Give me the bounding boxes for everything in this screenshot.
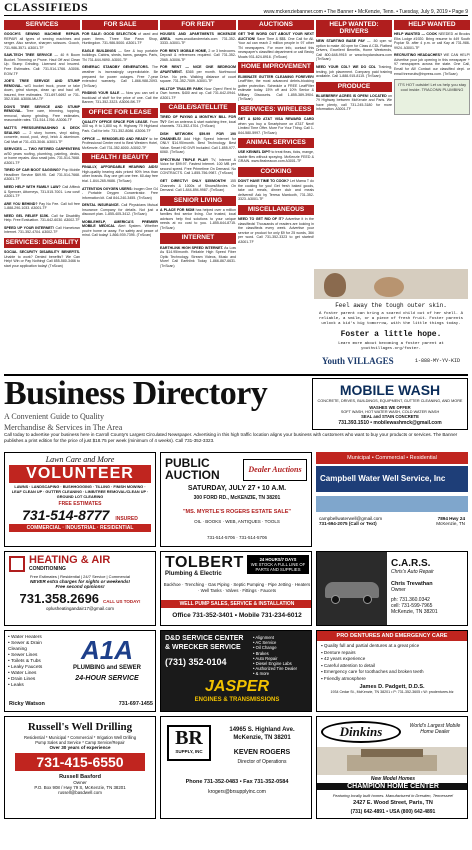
classified-ad [82,220,158,238]
cars-auto-ad [316,551,468,626]
volunteer-free: FREE ESTIMATES [58,501,102,507]
ad-headline: GENERAC STANDBY GENERATORS. [82,65,149,70]
pro-services [317,641,467,684]
classified-ad [238,32,314,59]
champion-banner: CHAMPION HOME CENTER [317,783,468,790]
ad-headline: SERVICES — TWO RETIRED CARPENTERS [4,147,80,152]
heating-free2: Free second opinions! [55,584,105,589]
car-image [317,552,387,626]
bullet-item: • Alignment [253,635,275,640]
russell-phone: 731-415-6550 [15,753,145,771]
ad-text: From 400 sq. ft to 1,800 sq. ft. Highway 79 Highland Park. Call for info: 731-352-8086. A3006-TF [82,119,158,134]
br-supply-ad [160,716,312,819]
ad-headline: DISH NETWORK $59.99 FOR 190 CHANNELS! [160,132,236,141]
classified-ad [238,75,314,102]
classified-ad [82,49,158,63]
dd-phone: (731) 352-0104 [165,657,227,667]
ad-text: when you buy a Smartphone on AT&T Next! Limited Time Offer. More For Your Thing. Call 1-844-580-5997. (TnScan) [238,121,314,135]
classified-ad [394,53,470,76]
russell-services: Residential * Municipal * Commercial * Irrigation Well Drilling [23,735,137,740]
column-1 [4,19,80,372]
youth-villages-logo: Youth VILLAGES [322,356,394,366]
ad-text: 155 Channels & 1000s of Shows/Movies On Demand. Call 1-844-894-9987. (TnScan) [160,178,236,193]
ad-text: has helped over a million families find senior living. Our trusted, local advisors help find solutions to your unique needs at no cost to you. 1-855-644-8715. (TnScan) [160,207,236,230]
ad-text: NEEDED at Brooks Elks Lodge #1920. Bring resume to 449 South Poplar St. after 4 p.m. or call Kay at 731-986-9924. A3001-TF [394,32,470,50]
section-header: AUCTIONS [238,20,314,30]
business-directory [4,374,468,848]
ad-headline: NEED HELP WITH FAMILY LAW? [4,185,61,189]
classified-ad [238,179,314,202]
ad-headline: DENTAL INSURANCE. [82,203,120,208]
tolbert-well: WELL PUMP SALES, SERVICE & INSTALLATION [161,600,312,608]
classified-ad [394,32,470,50]
ad-headline: SAW-TECH TREE SERVICE [4,53,53,58]
page-header [4,2,468,16]
pro-title: PRO DENTURES AND EMERGENCY CARE [317,631,467,641]
foster-body: A foster parent can bring a scared child out of her shell. A reliable, a smile, or a piece of fresh fruit. Foster parents unlock a kid's big tomorrow, with the little things today. [318,312,464,326]
tolbert-name: TOLBERT [165,554,244,571]
dinkins-new: New Model Homes [370,776,416,782]
volunteer-phone: 731-514-8777 [22,507,110,523]
a1a-services [8,635,56,689]
volunteer-name: VOLUNTEER [9,465,151,483]
ad-text: www.woodlandrentals.com 731-352-3333. A3001-TF [160,36,236,46]
cars-addr: McKenzie, TN 38201 [391,609,438,615]
section-header: PRODUCE [316,82,392,92]
ad-text: As Low As $14.95/month. Reliable High Speed Fiber Optic Technology. Stream Videos, Music and More! Call Earthlink Today 1-866-867-6631. (TnScan) [160,245,236,268]
ad-headline: GET DIRECTV! ONLY $35/MONTH! [160,178,227,183]
ad-headline: JOE'S TREE SERVICE AND STUMP REMOVAL. [4,79,80,88]
ad-text: Advertise it in the classifieds! Thousands of readers are looking in the classifieds every week. Advertise your service or product for only $9 for 25 words, 36¢ per word. Call 731-352-3323 to get started! A3001-TF [238,216,314,244]
ad-headline: TIRED OF PAYING A MONTHLY BILL FOR TV? [160,115,236,124]
bullet-item: ▪ Emergency care for toothaches and broken teeth [321,669,424,674]
ad-headline: FINALLY, AFFORDABLE HEARING AIDS! [82,165,158,170]
mobile-wash-line: WASHES WE OFFER [369,405,411,410]
column-4 [238,19,314,372]
volunteer-insured: INSURED [115,516,138,522]
ad-headline: ELIMINATE GUTTER CLEANING FOREVER! [238,74,314,79]
ad-text: Call Physicians Mutual Insurance Company for details. Not just a discount plan. 1-855-405-3412. (TnScan) [82,203,158,217]
ad-headline: NEW STARTING BASE PAY [316,39,365,44]
russell-well-ad [4,716,156,819]
classified-ad [4,202,80,211]
section-header: SERVICES: DISABILITY [4,238,80,248]
bullet-item: • Oil Change [253,645,277,651]
bullet-item: ▪ 42 years experience [321,656,366,661]
ad-text: w/30 years roofing, plumbing, painting, decks, or home repairs. Also small jobs. 731-514-7668. A3001-TF [4,151,80,165]
classified-ad [316,39,392,62]
ad-text: High-quality hearing aids priced 90% less than other brands. Buy one get one free. 60-day free trial. 1-844-265-9686. (TnScan) [82,169,158,183]
ad-text: w/G bucket truck, prune or take down, grind stumps, clean up and haul off, insured, free estimates. 731-697-6692 or 731-352-5168. A3006-MU-TF [4,83,80,102]
column-2 [82,19,158,372]
classified-ad [4,168,80,182]
auction-dealer-logo: Dealer Auctions [243,459,307,481]
auction-title: PUBLIC AUCTION [165,456,220,482]
mobile-wash-name: MOBILE WASH [339,382,441,398]
classified-ad [160,49,236,63]
mobile-wash-ad [312,378,468,430]
ad-text: WE CAN HELP! Advertise your job opening in this newspaper + 97 newspapers across the state. One Call, Email for All! Contact our classified dept. or email tnrecruits@tnpress.com. (TnScan) [394,53,470,76]
heating-call: CALL US TODAY! [103,599,141,604]
cars-title: Owner [391,587,406,593]
auction-date: SATURDAY, JULY 27 • 10 A.M. [187,485,287,492]
section-header: SENIOR LIVING [160,196,236,206]
classified-ad [4,226,80,235]
ad-headline: EARTHLINK HIGH SPEED INTERNET. [160,245,224,250]
classified-ad [4,105,80,123]
classified-ad [4,214,80,223]
bullet-item: • Auto Repair [253,655,278,661]
tolbert-services: Backhoe · Trenching · Gas Piping · Septic Pumping · Pipe Jetting · Heaters · Well Tanks · Valves · Fittings · Faucets [163,582,311,593]
campbell-email: campbellwaterwell@gmail.com [319,516,383,521]
classified-ad [238,217,314,244]
section-header: MISCELLANEOUS [238,205,314,215]
volunteer-services: LAWNS · LANDSCAPING · BUSHHOGGING · TILLING · FINISH MOWING · LEAF CLEAN UP · GUTTER CLEANING · LIMB/TREE REMOVAL/CLEAN UP · GROUND LOT CLEARING [11,485,149,499]
masthead-line: www.mckenziebanner.com • The Banner • McKenzie, Tenn. • Tuesday, July 9, 2019 • Page 9 [263,9,468,15]
ad-headline: A PLACE FOR MOM [160,207,195,212]
promo-caption: IT'S HOT outside! Let us help you stay cool inside. TRACONN PLUMBING [397,82,467,93]
mobile-wash-types: SOFT WASH, HOT WATER WASH, COLD WATER WASH [340,410,440,414]
section-header: SERVICES [4,20,80,30]
ad-text: of used and pawn items. Three Star Pawn Shop, Huntingdon. 731-986-5000. A3001-TF [82,32,158,46]
campbell-name: Campbell Water Well Service, Inc [316,466,468,492]
ad-text: to be Professional Center next to Best Western Hotel, McKenzie. Call 731-352-6000. A3002-TF [82,136,158,150]
ad-headline: RECRUITING HEADACHES? [394,53,443,58]
directory-title-block [4,375,304,432]
ad-headline: MATT'S PRESSUREWASHING & DECK SEALING [4,125,80,135]
classified-ad [4,32,80,50]
bullet-item: ▪ Careful attention to detail [321,662,375,668]
ad-text: Call for Disability Help. Free Evaluation. 731-642-6030. A3002-TF [4,213,80,223]
cars-name: C.A.R.S. [391,558,431,569]
ad-text: TV, Internet & Voice for $99.97. Fastest Internet. 100 MB per second speed. Free Primetime On Demand. No CONTRACTS. Call 1-855-756-9987. (TnScan) [160,157,236,176]
ad-text: — Now you can sell a truckload of stuff for the price of one. Call the Banner, 731-352-3323. A3006-BK-TF [82,91,158,105]
ad-text: Call Affleck & Spencer, Attorneys, 731-515-7001. Low cost! A3001-TF [4,185,80,199]
br-contact: KEVEN ROGERS [233,749,291,756]
section-header: HELP WANTED: DRIVERS [316,20,392,37]
column-5 [316,19,392,247]
section-header: INTERNET [160,233,236,243]
water-graphic [316,496,468,512]
ad-text: Save Time & $$$. One Call for All. Your ad can reach 2 million people in 97 other TN newspapers. For more info, contact this newspaper's classified department or call Becky Moats 931-624-8916. (TnScan) [238,36,314,59]
bullet-item: • Toilets & Tubs [8,659,41,664]
ad-headline: NEED TO GET RID OF IT? [238,216,284,221]
ad-text: 2 or 3 bedrooms. Deposit & references required. Call 731-352-2565. A3006-TF [160,48,236,62]
tolbert-hours: 24 HOURS/7 DAYS [259,557,297,562]
ad-text: LeafFilter, the most advanced debris-blocking gutter protection. Schedule a FREE LeafFilter estimate today. 15% off and 10% Senior & Military Discounts. Call 1-855-389-3904. (TnScan) [238,79,314,102]
ad-text: Alert System. Whether you're home or away. For safety and peace of mind. Call today! 1-866-939-7395. (TnScan) [82,224,158,238]
dinkins-addr: 2427 E. Wood Street, Paris, TN [353,800,433,806]
a1a-logo: A1A [80,635,133,665]
russell-email: russell@basdwell.com [58,790,102,795]
classified-ad [4,250,80,268]
public-auction-ad [160,452,312,547]
ad-text: $365 per month. Northwood Drive. No pets. Walking distance of court square. 731-352-7009. A3001-TF [160,69,236,84]
section-header: HELP WANTED [394,20,470,30]
ad-headline: HELP WANTED — COOK [394,32,438,37]
ad-text: Pay No Fee. Call toll free 1-888-290-1033. A3001-TF [4,201,80,211]
directory-title: Business Directory [4,375,268,412]
heating-name: HEATING & AIR [29,554,111,566]
house-icon [9,556,25,572]
ad-text: — .50 cpm w/ option to make .60 cpm for Class A CDL Flatbed Drivers, Excellent Benefits, Home Weekends, Call 800-648-9915 or www.boydandsons.com (TnScan) [316,39,392,62]
ad-headline: HOUSES AND APARTMENTS MCKENZIE AREA. [160,32,236,41]
bullet-item: • AC Service [253,640,277,646]
ad-headline: FOR RENT: MOBILE HOME, [160,48,208,53]
ad-headline: USE KENNEL DIP® [238,150,271,155]
classified-ad [82,187,158,201]
ad-headline: MOBILEHELP, AMERICA'S PREMIER MOBILE MEDICAL [82,219,158,229]
ad-headline: QUALITY OFFICE SPACE FOR LEASE. [82,119,149,124]
ad-headline: DON'T HAVE TIME TO COOK? [238,179,289,184]
dinkins-ad [316,716,468,819]
bullet-item: ▪ Friendly atmosphere [321,675,366,681]
dd-services [253,635,311,677]
directory-subtitle-2: Merchandise & Services in The Area [4,423,123,432]
russell-pump: Pump Sales and Service * Camp Service/Repair [35,740,125,745]
classified-ad [238,117,314,135]
russell-title: Owner [73,780,87,785]
ad-headline: DON'S TREE SERVICE AND STUMP REMOVAL. [4,104,80,114]
pro-dentures-ad [316,630,468,712]
bullet-item: • Authorized Tire Dealer [253,666,298,672]
bullet-item: • Diesel Engine Labs [253,661,292,667]
classified-ad [4,185,80,199]
a1a-sub: PLUMBING and SEWER [72,665,141,671]
auction-address: 300 FORD RD., McKENZIE, TN 38201 [193,495,281,501]
russell-years: Over 30 years of experience [49,745,111,750]
bullet-item: ▪ Quality full and partial dentures at a great price [321,643,420,648]
column-6 [394,19,470,247]
classifieds-area [4,19,468,372]
section-header: FOR RENT [160,20,236,30]
foster-care-ad [314,269,468,391]
campbell-top: Municipal • Commercial • Residential [316,452,468,464]
ad-headline: ATTENTION OXYGEN USERS: [82,186,133,191]
foster-cta: Foster a little hope. [340,330,442,339]
heating-services: Free Estimates | Residential | 24/7 Service | Commercial [29,574,131,579]
classified-ad [4,126,80,144]
section-header: SERVICES: WIRELESS [238,105,314,115]
campbell-water-well-ad [316,452,468,547]
dinkins-logo: Dinkins [321,721,401,743]
ad-text: Unable to work? Denied benefits? We Can Help! Win or Pay Nothing! Call 855-580-3466 to start your application today! (TnScan) [4,254,80,268]
ad-text: Tree care, trimming, topping, removal, stump grinding. Free estimates, reasonable rates. 731-514-1766. A3006-TF [4,109,80,123]
mobile-wash-phone: 731.393.1510 • mobilewashmck@gmail.com [338,420,442,426]
jasper-sub: ENGINES & TRANSMISSIONS [194,697,280,703]
cars-owner: Chris Trevathan [391,581,433,587]
classified-ad [160,246,236,269]
home-photo [317,747,468,775]
ad-text: Pop Mobile Headliner Service $69.95. Call 731-514-7668. A3001-TF [4,168,80,182]
mobile-wash-seal: SEAL and STAIN CONCRETE [361,414,419,419]
ad-text: The weather is increasingly unpredictable. Be prepared for power outages. Free 7-year extended warranty. Call 1-866-988-2093. (TnScan) [82,65,158,88]
campbell-phone: 731-694-2075 (Call or Text) [319,521,377,526]
classified-ad [160,208,236,231]
bullet-item: • Leaky Faucets [8,665,43,670]
ad-headline: EAGLE BUILDINGS [82,48,116,53]
mobile-wash-sub: CONCRETE, DRIVES, BUILDINGS, EQUIPMENT, GUTTER CLEANING, AND MORE [317,399,463,403]
classified-ad [82,120,158,134]
ad-headline: OFFICE — REMODELED AND READY [82,136,148,141]
classified-ad [82,203,158,217]
a1a-phone: 731-697-1455 [118,701,153,707]
heating-phone: 731.358.2696 [19,591,100,606]
dinkins-feature: Featuring locally built homes. Manufactured in Dresden, Tennessee! [332,793,454,798]
auction-sale-title: "MS. MYRTLE'S ROGERS ESTATE SALE" [182,509,292,515]
cars-cell: cell: 731-599-7965 [391,603,433,609]
dinkins-phones: (731) 642-4891 • USA (800) 642-4891 [350,809,436,815]
ad-headline: SPECTRUM TRIPLE PLAY! [160,157,209,162]
ad-text: — 2 story homes, vinyl siding, concrete, wood, pool, vinyl, brick & aluminum. Call Matt at 731-433-3046. A3001-TF [4,130,80,144]
bullet-item: • Sewer Lines [8,653,38,658]
section-header: HEALTH / BEAUTY [82,153,158,163]
dd-name: D&D SERVICE CENTER [165,635,244,642]
heating-air-ad [4,551,156,626]
russell-addr: P.O. Box 908 / Hwy 79 S, McKenzie, TN 38201 [34,785,126,790]
ad-headline: TIRED OF CAR BOOT SAGGING? [4,168,61,173]
a1a-plumbing-ad [4,630,156,712]
br-logo: BR SUPPLY, INC [167,725,211,761]
section-header: HOME IMPROVEMENT [238,62,314,72]
section-header: CABLE/SATELLITE [160,103,236,113]
section-header: OFFICE FOR LEASE [82,108,158,118]
pro-addr: 1934 Cedar St., McKenzie, TN 38201 • P: 731-352-3605 • W: prodentures.biz [330,690,454,694]
ad-text: Inogen One G4 - Portable Oxygen Concentrator. Free information kit. Call 844-240-3455. (TnScan) [82,186,158,200]
ad-text: Call Hometown Internet. 731-352-4704. A3002-TF [4,225,80,235]
ad-headline: FOR RENT — NICE ONE BEDROOM APARTMENT. [160,65,236,74]
ad-headline: GOOCH'S SEWING MACHINE REPAIR. [4,32,80,37]
pro-dentist: James D. Padgett, D.D.S. [359,684,425,690]
br-phone: Phone 731-352-0483 • Fax 731-352-0584 [185,779,289,785]
section-title: CLASSIFIEDS [4,0,89,14]
classified-ad [160,87,236,101]
br-title: Director of Operations [237,759,287,765]
dd-sub: & WRECKER SERVICE [165,644,241,651]
ad-text: — See & buy portable buildings. Cabins, sheds, barns, garages. Paris, TN 731-644-9890. A3001-TF [82,48,158,62]
classified-ad [4,53,80,76]
auction-items: OIL · BOOKS · WEB, ANTIQUES · TOOLS [194,519,280,524]
volunteer-top: Lawn Care and More [5,455,155,464]
section-header: FOR SALE [82,20,158,30]
campbell-addr: 7894 Hwy 24 [437,516,465,521]
heating-never: NEVER extra charges for nights or weekends! [29,579,131,584]
column-3 [160,19,236,372]
tolbert-stock: WE STOCK A FULL LINE OF PARTS AND SUPPLIES [250,562,306,572]
classified-ad [82,65,158,88]
volunteer-lawn-ad [4,452,156,547]
campbell-location: McKenzie, TN [436,521,465,526]
heating-sub: CONDITIONING [29,566,66,572]
ad-text: on 79 Highway between McKenzie and Paris. We have plenty, call 731-245-3180 for more information. A3001-TF [316,93,392,112]
ad-text: Now Open! Rent to Own homes. $400 and up. Call 731-642-0944. A3001-TF [160,86,236,100]
ad-headline: FOR SALE: GOOD SELECTION [82,32,137,37]
classified-ad [82,165,158,183]
ad-text: REPAIR all types of sewing machines and serger. Also service, sharpen scissors. Gooch, 731-986-3571. A3001-TF [4,36,80,50]
ad-headline: GET THE WORD OUT ABOUT YOUR NEXT AUCTION! [238,32,314,41]
ad-headline: SPEED UP YOUR INTERNET! [4,225,55,230]
ad-text: Training, testing, job placement. Company paid training available. Call 1-888-915-8115. (TnScan) [316,65,392,79]
classified-ad [316,65,392,79]
classified-ad [238,150,314,164]
directory-note: Call today to advertise your business here in Carroll County's Largest Circulated Newspaper. Advertising in this high traffic location aligns your business with customers who want to buy your products or services. The Banner publishes a print edition for the price of just $18.75 per week (minimum of 4 weeks). Call 731-352-3323. [4,432,458,443]
ad-text: Get an antenna & start watching free, local channels. 731-352-4704. (TnScan) [160,119,236,129]
foster-tagline: Feel away the tough outer skin. [335,302,447,309]
ad-text: Add High Speed Internet for ONLY $14.95/month. Best Technology. Best Value. Smart HD DVR Included. Call 1-855-977-6060. (TnScan) [160,136,236,155]
a1a-owner: Ricky Watson [9,701,45,707]
section-header: COOKING [238,167,314,177]
cars-ph: ph: 731.360.0342 [391,597,430,603]
foster-learn-link[interactable]: Learn more about becoming a foster parent at youthvillages.org/foster. [338,342,444,351]
ad-headline: BLUEBERRY ACRES IS OPEN! LOCATED [316,93,387,98]
volunteer-tags: COMMERCIAL · INDUSTRIAL · RESIDENTIAL [9,524,151,532]
dinkins-tag: World's Largest Mobile Home Dealer [409,723,461,735]
bullet-item: • Brakes [253,650,269,656]
dd-service-ad [160,630,312,712]
classified-ad [82,91,158,105]
ad-headline: NEED YOUR CDL? WE DO CDL [316,65,376,70]
ad-headline: GET A $250 AT&T VISA REWARD CARD [238,116,314,121]
ad-headline: HILLTOP TRAILER PARK [160,86,203,91]
russell-name: Russell's Well Drilling [27,721,133,733]
section-header: ANIMAL SERVICES [238,138,314,148]
br-email: krogers@brsupplyinc.com [208,789,266,795]
russell-owner: Russell Basford [59,774,101,780]
classified-ad [160,32,236,46]
classified-ad [4,147,80,165]
tolbert-plumbing-ad [160,551,312,626]
bullet-item: • Drain Lines [8,677,36,682]
bullet-item: ▪ Denture repairs [321,649,356,655]
ad-text: — 40 ft Boom Bucket. Trimming or Prune. Haul Off and Clean Up. Stump Grinding. Licensed and Insured. Free Estimates. Call: 731-514-1766. A3006-EOW-TF [4,53,80,76]
classified-ad [160,65,236,83]
cars-sub: Chris's Auto Repair [391,569,434,575]
bullet-item: • Sewer & Drain Cleaning [8,641,42,652]
ad-headline: SOCIAL SECURITY DISABILITY BENEFITS. [4,250,80,255]
classified-ad [4,79,80,102]
classified-ad [160,158,236,176]
directory-subtitle: A Convenient Guide to Quality [4,412,104,421]
classified-ad [316,94,392,112]
classified-ad [160,115,236,129]
classified-ad [82,137,158,151]
bullet-item: • Water Lines [8,671,37,676]
a1a-service: 24-HOUR SERVICE [75,675,139,682]
tolbert-sub: Plumbing & Electric [165,571,222,577]
tolbert-phones: Office 731-352-3401 • Mobile 731-234-6012 [172,612,302,619]
ad-headline: ARE YOU BEHIND? [4,201,38,206]
bullet-item: • Leaks [8,683,24,688]
br-addr2: McKenzie, TN 38201 [233,735,291,741]
ad-text: Let Mama T do the cooking for you! Get fresh baked goods, take out meals, dinner club and meals delivered! Ask by Teresa Mantooth, 731-352-3323. A3001-TF [238,179,314,202]
br-addr1: 14965 S. Highland Ave. [229,727,295,733]
bullet-item: • Water Heaters [8,635,42,640]
ad-text: to treat fleas, ticks, mange, stable flies without spraying. McKenzie FEED & GRAIN. www.fleabeacon.com A3001-TF [238,150,314,164]
classified-ad [160,132,236,155]
jasper-logo: JASPER [204,678,270,695]
ad-headline: FINDING YOUR SALE [82,91,120,96]
classified-ad [160,179,236,193]
classified-ad [82,32,158,46]
plumbing-promo-image [394,79,470,115]
foster-photo [314,269,468,299]
bullet-item: • & more [253,671,270,677]
auction-phones: 731-514-5706 · 731-514-5706 [206,535,268,540]
heating-email: oplusheatingandair17@gmail.com [45,606,115,611]
foster-phone: 1-888-MY-YV-KID [414,358,460,364]
ad-headline: NEED GEL RELIEF $15K. [4,213,50,218]
